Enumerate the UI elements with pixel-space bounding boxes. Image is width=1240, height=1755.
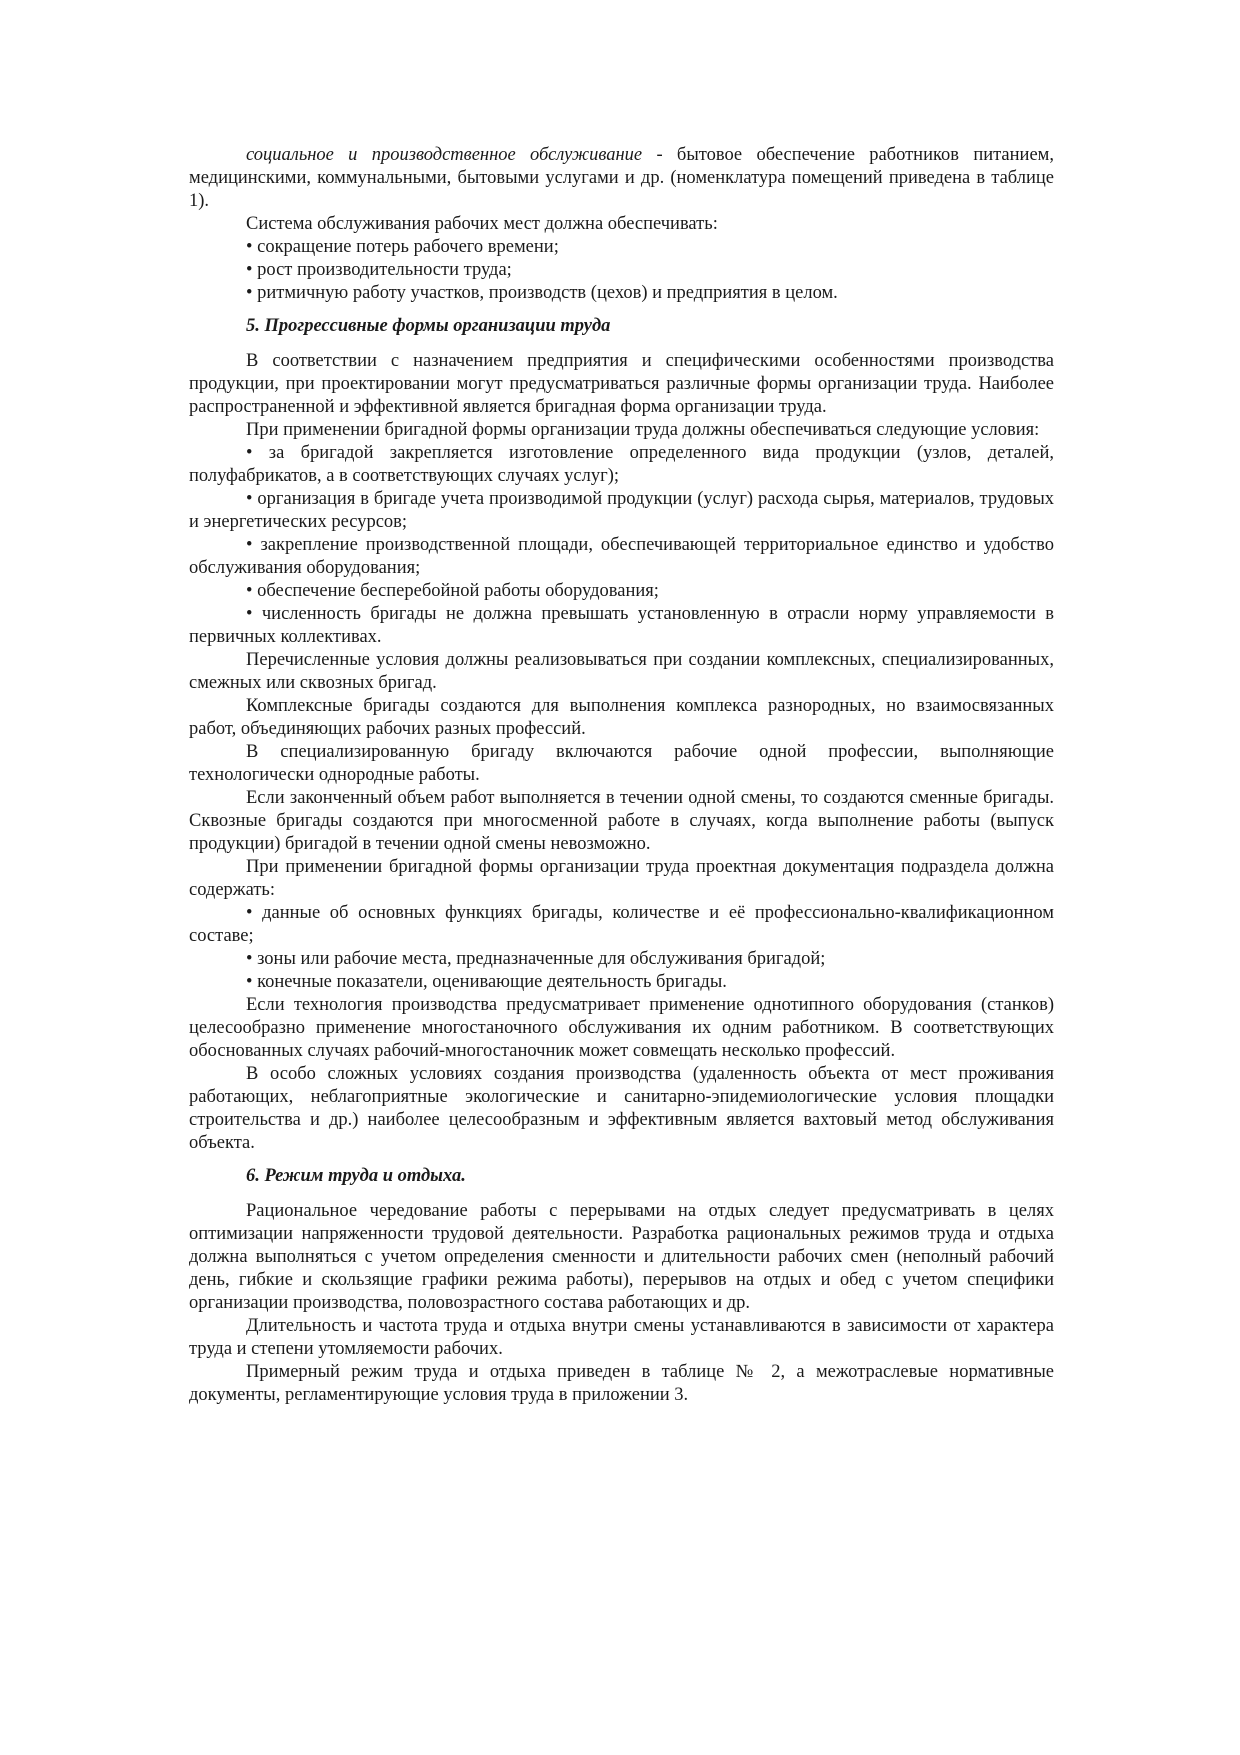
paragraph: Перечисленные условия должны реализовываться при создании комплексных, специализированных, смежных или сквозных бригад. xyxy=(189,650,1054,693)
section-body xyxy=(189,1200,1054,1407)
paragraph-system-requirements: Система обслуживания рабочих мест должна обеспечивать: xyxy=(246,214,718,234)
paragraph: В специализированную бригаду включаются рабочие одной профессии, выполняющие технологически однородные работы. xyxy=(189,742,1054,785)
section-title: 5. Прогрессивные формы организации труда xyxy=(246,316,611,336)
definition-text: - бытовое обеспечение работников питанием, медицинскими, коммунальными, бытовыми услугами и др. (номенклатура помещений приведена в таблице 1). xyxy=(189,145,1054,211)
paragraph: В особо сложных условиях создания производства (удаленность объекта от мест проживания работающих, неблагоприятные экологические и санитарно-эпидемиологические условия площадки строительства и др.) наиболее целесообразным и эффективным является вахтовый метод обслуживания объекта. xyxy=(189,1064,1054,1153)
term-social-service: социальное и производственное обслуживание xyxy=(246,145,643,165)
section-title: 6. Режим труда и отдыха. xyxy=(246,1166,466,1186)
paragraph-service-definition xyxy=(189,144,1054,213)
paragraph: • обеспечение бесперебойной работы оборудования; xyxy=(246,581,659,601)
paragraph: • зоны или рабочие места, предназначенные для обслуживания бригадой; xyxy=(246,949,826,969)
paragraph: Примерный режим труда и отдыха приведен в таблице № 2, а межотраслевые нормативные документы, регламентирующие условия труда в приложении 3. xyxy=(189,1362,1054,1405)
paragraph: • организация в бригаде учета производимой продукции (услуг) расхода сырья, материалов, трудовых и энергетических ресурсов; xyxy=(189,489,1054,532)
paragraph: Длительность и частота труда и отдыха внутри смены устанавливаются в зависимости от характера труда и степени утомляемости рабочих. xyxy=(189,1316,1054,1359)
paragraph: При применении бригадной формы организации труда должны обеспечиваться следующие условия: xyxy=(246,420,1040,440)
paragraph: • конечные показатели, оценивающие деятельность бригады. xyxy=(246,972,727,992)
list-item: • рост производительности труда; xyxy=(246,260,512,280)
paragraph: В соответствии с назначением предприятия и специфическими особенностями производства продукции, при проектировании могут предусматриваться различные формы организации труда. Наиболее распространенной и эффективной является бригадная форма организации труда. xyxy=(189,351,1054,417)
section-body xyxy=(189,350,1054,1155)
paragraph: Если законченный объем работ выполняется в течении одной смены, то создаются сменные бригады. Сквозные бригады создаются при многосменной работе в случаях, когда выполнение работы (выпуск продукции) бригадой в течении одной смены невозможно. xyxy=(189,788,1054,854)
paragraph: • за бригадой закрепляется изготовление определенного вида продукции (узлов, деталей, полуфабрикатов, а в соответствующих случаях услуг); xyxy=(189,443,1054,486)
paragraph: При применении бригадной формы организации труда проектная документация подраздела должна содержать: xyxy=(189,857,1054,900)
list-item: • ритмичную работу участков, производств (цехов) и предприятия в целом. xyxy=(246,283,838,303)
paragraph: Комплексные бригады создаются для выполнения комплекса разнородных, но взаимосвязанных работ, объединяющих рабочих разных профессий. xyxy=(189,696,1054,739)
list-item: • сокращение потерь рабочего времени; xyxy=(246,237,559,257)
paragraph: • численность бригады не должна превышать установленную в отрасли норму управляемости в первичных коллективах. xyxy=(189,604,1054,647)
paragraph: • закрепление производственной площади, обеспечивающей территориальное единство и удобство обслуживания оборудования; xyxy=(189,535,1054,578)
paragraph: Если технология производства предусматривает применение однотипного оборудования (станков) целесообразно применение многостаночного обслуживания их одним работником. В соответствующих обоснованных случаях рабочий-многостаночник может совмещать несколько профессий. xyxy=(189,995,1054,1061)
paragraph: • данные об основных функциях бригады, количестве и её профессионально-квалификационном составе; xyxy=(189,903,1054,946)
paragraph: Рациональное чередование работы с перерывами на отдых следует предусматривать в целях оптимизации напряженности трудовой деятельности. Разработка рациональных режимов труда и отдыха должна выполняться с учетом определения сменности и длительности рабочих смен (неполный рабочий день, гибкие и скользящие графики режима работы), перерывов на отдых и обед с учетом специфики организации производства, половозрастного состава работающих и др. xyxy=(189,1201,1054,1313)
